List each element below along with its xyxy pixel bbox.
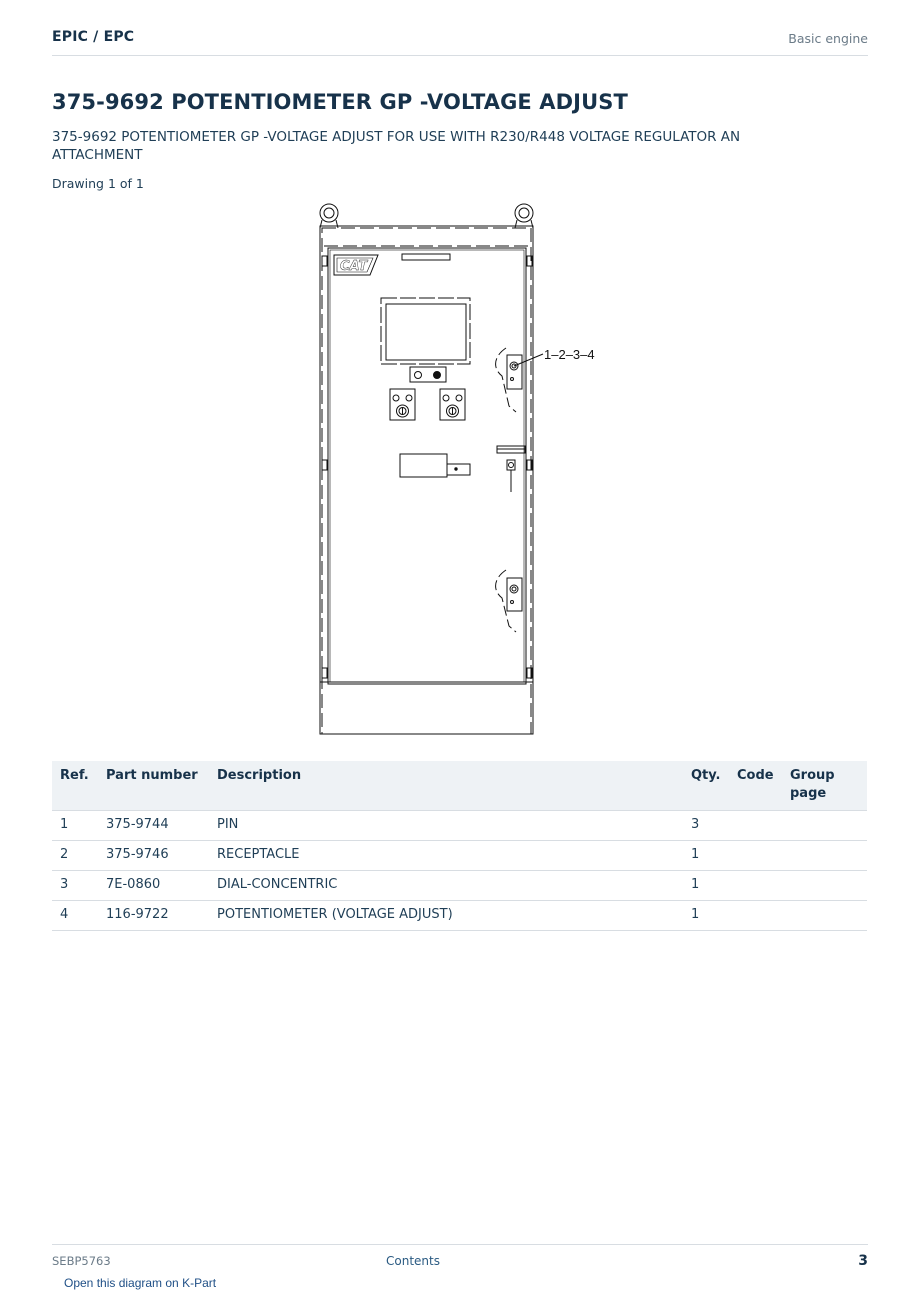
cell-code: [729, 841, 782, 871]
table-row: [52, 871, 867, 901]
document-id: SEBP5763: [52, 1254, 111, 1268]
header-qty: [683, 761, 729, 811]
cell-group-page: [782, 901, 867, 931]
indicator-lights: [410, 367, 446, 382]
cell-qty: 1: [683, 901, 729, 931]
cell-qty: 1: [683, 841, 729, 871]
lifting-eye-left: [320, 204, 338, 228]
header-qty-label: Qty.: [691, 768, 721, 783]
cell-part-number: 375-9746: [98, 841, 209, 871]
callout-leader: [514, 354, 543, 366]
parts-table: [52, 761, 867, 931]
page-title: 375-9692 POTENTIOMETER GP -VOLTAGE ADJUST: [52, 90, 628, 114]
cell-part-number: 7E-0860: [98, 871, 209, 901]
table-row: [52, 901, 867, 931]
page-number: 3: [858, 1253, 868, 1269]
cell-ref: 2: [52, 841, 98, 871]
cell-part-number: 375-9744: [98, 811, 209, 841]
table-header-row: [52, 761, 867, 811]
concentric-dial-left: [390, 389, 415, 420]
cell-code: [729, 871, 782, 901]
cell-description: RECEPTACLE: [209, 841, 683, 871]
parts-diagram: [306, 198, 616, 740]
section-name: Basic engine: [788, 31, 868, 46]
drawing-count: Drawing 1 of 1: [52, 176, 144, 191]
cell-ref: 3: [52, 871, 98, 901]
table-row: [52, 841, 867, 871]
cell-part-number: 116-9722: [98, 901, 209, 931]
cabinet-outline: [320, 226, 533, 734]
latch-bracket-upper: [496, 348, 522, 412]
cell-code: [729, 811, 782, 841]
lifting-eye-right: [515, 204, 533, 228]
cell-code: [729, 901, 782, 931]
cell-ref: 4: [52, 901, 98, 931]
svg-text:CAT: CAT: [340, 259, 368, 274]
display-screen: [381, 298, 470, 364]
header-part-number: Part number: [98, 761, 209, 811]
latch-bracket-lower: [496, 570, 522, 632]
door-handle: [497, 446, 525, 492]
cell-qty: 3: [683, 811, 729, 841]
callout-label: 1–2–3–4: [544, 347, 595, 362]
contents-link[interactable]: Contents: [386, 1254, 440, 1268]
open-kpart-link[interactable]: Open this diagram on K-Part: [64, 1276, 217, 1290]
cell-ref: 1: [52, 811, 98, 841]
page-subtitle: 375-9692 POTENTIOMETER GP -VOLTAGE ADJUST FOR USE WITH R230/R448 VOLTAGE REGULATOR AN ATTACHMENT: [52, 129, 741, 163]
header-description: Description: [209, 761, 683, 811]
concentric-dial-right: [440, 389, 465, 420]
cell-description: DIAL-CONCENTRIC: [209, 871, 683, 901]
door-panel: [328, 248, 526, 684]
header-code: Code: [729, 761, 782, 811]
cell-description: PIN: [209, 811, 683, 841]
header-ref: Ref.: [52, 761, 98, 811]
cell-description: POTENTIOMETER (VOLTAGE ADJUST): [209, 901, 683, 931]
cell-group-page: [782, 871, 867, 901]
label-plate: [400, 454, 470, 477]
cell-group-page: [782, 841, 867, 871]
cell-qty: 1: [683, 871, 729, 901]
header-group-page: Group page: [782, 761, 867, 811]
page-footer: [52, 1244, 868, 1274]
page-header: [52, 28, 868, 56]
table-row: [52, 811, 867, 841]
brand-breadcrumb: EPIC / EPC: [52, 29, 135, 45]
cat-logo: [334, 255, 378, 275]
cell-group-page: [782, 811, 867, 841]
